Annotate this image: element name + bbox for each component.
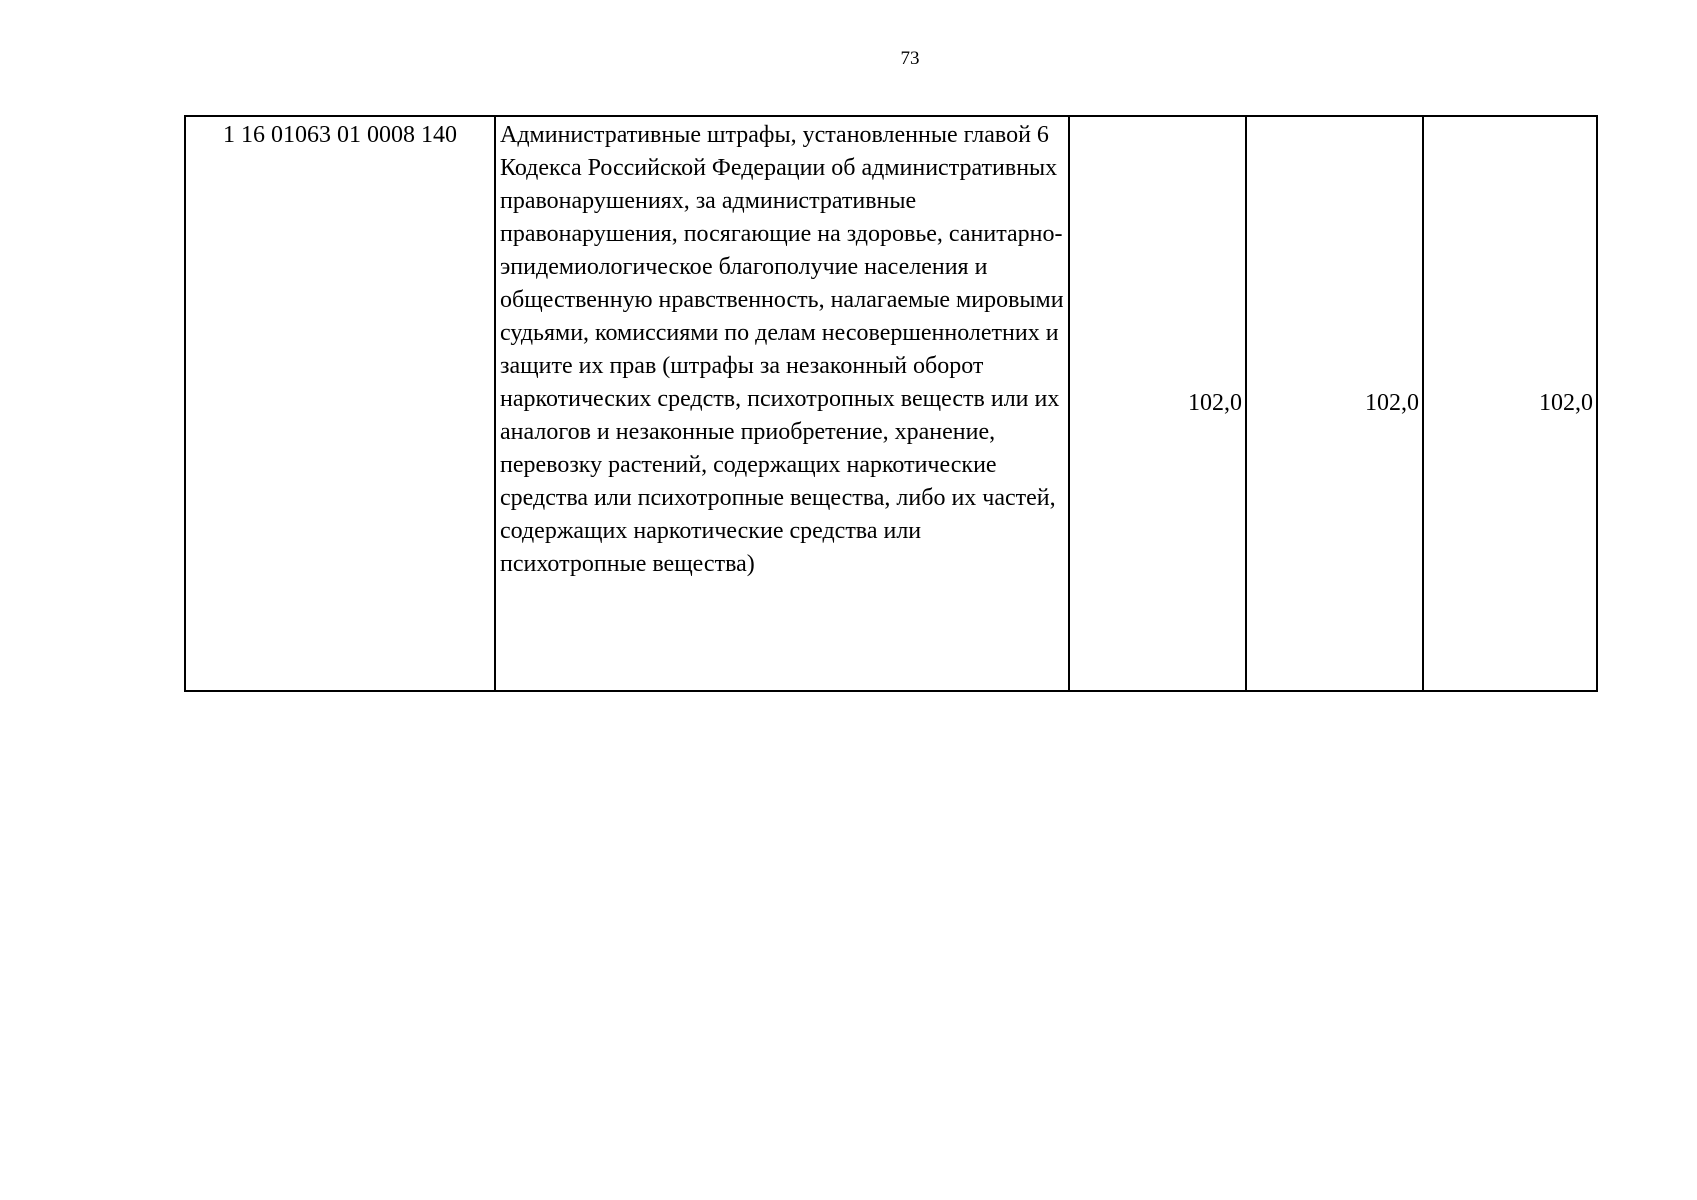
amount-year-1: 102,0 [1069,116,1246,691]
page-number: 73 [900,48,920,69]
amount-year-2: 102,0 [1246,116,1423,691]
budget-classification-code: 1 16 01063 01 0008 140 [185,116,495,691]
table-row [185,116,1597,691]
income-description: Административные штрафы, установленные главой 6 Кодекса Российской Федерации об административных правонарушениях, за административные правонарушения, посягающие на здоровье, санитарно-эпидемиологическое благополучие населения и общественную нравственность, налагаемые мировыми судьями, комиссиями по делам несовершеннолетних и защите их прав (штрафы за незаконный оборот наркотических средств, психотропных веществ или их аналогов и незаконные приобретение, хранение, перевозку растений, содержащих наркотические средства или психотропные вещества, либо их частей, содержащих наркотические средства или психотропные вещества) [495,116,1069,691]
amount-year-3: 102,0 [1423,116,1597,691]
budget-table [184,115,1598,692]
